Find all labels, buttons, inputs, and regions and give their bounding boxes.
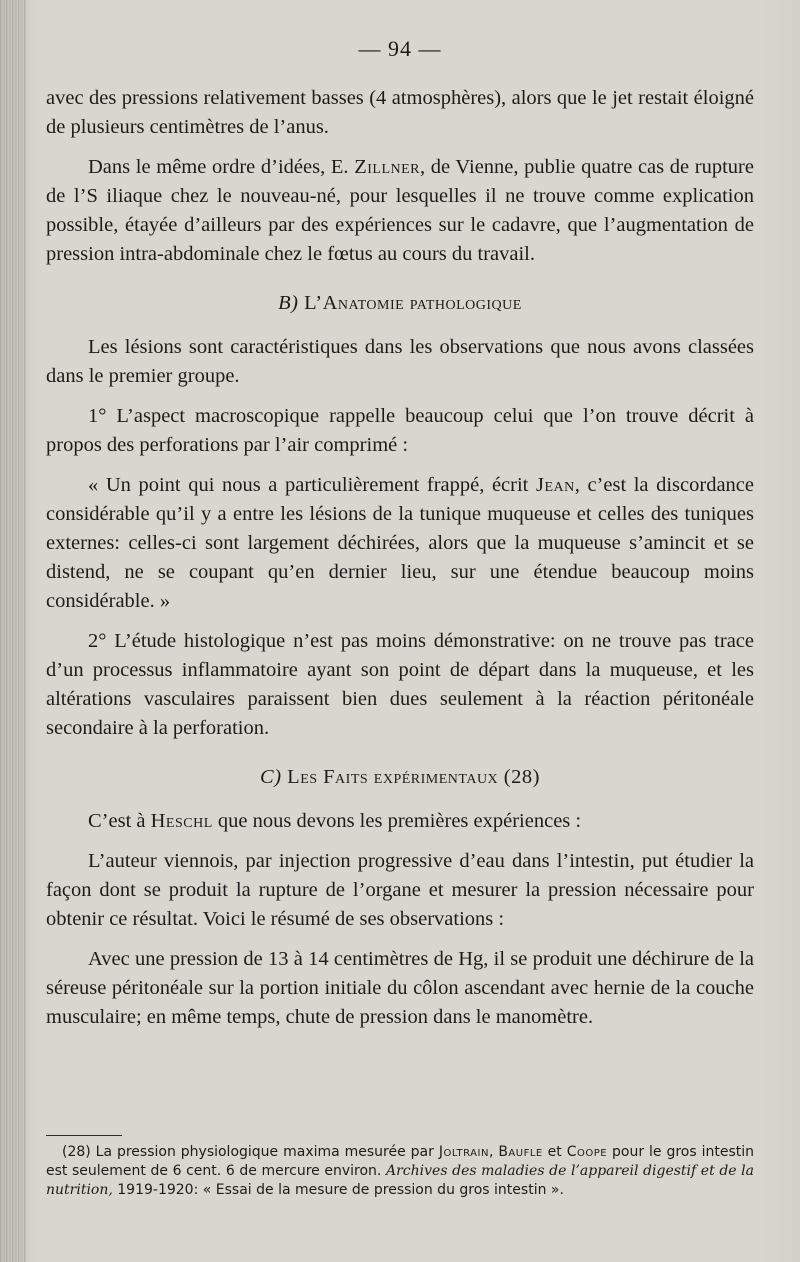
paragraph-8: L’auteur viennois, par injection progressive d’eau dans l’intestin, put étudier la façon dont se produit la rupture de l’organe et mesurer la pression nécessaire pour obtenir ce résultat. Voici le résumé de ses observations : xyxy=(46,850,754,930)
author-name-heschl: Heschl xyxy=(150,810,213,832)
footnote-text-4: pour le gros intestin est seulement de 6 cent. 6 de mercure environ. xyxy=(46,1144,754,1179)
quote-paragraph xyxy=(46,471,754,616)
footnote-text-2: , xyxy=(488,1144,499,1160)
paragraph-7-text-a: C’est à xyxy=(88,810,151,832)
footnote-28 xyxy=(46,1143,754,1200)
footnote-text-3: et xyxy=(542,1144,567,1160)
section-c-title: Les Faits expérimentaux (28) xyxy=(287,766,540,788)
paragraph-2-text-b: , de Vienne, publie quatre cas de rupture de l’S iliaque chez le nouveau-né, pour lesquelles il ne trouve comme explication possible, étayée d’ailleurs par des expériences sur le cadavre, que l’augmentation de pression intra-abdominale chez le fœtus au cours du travail. xyxy=(46,156,754,265)
paragraph-1: avec des pressions relativement basses (4 atmosphères), alors que le jet restait éloigné de plusieurs centimètres de l’anus. xyxy=(46,87,754,138)
paragraph-4: 1° L’aspect macroscopique rappelle beaucoup celui que l’on trouve décrit à propos des perforations par l’air comprimé : xyxy=(46,405,754,456)
section-b-letter: B) xyxy=(278,292,299,314)
author-name-zillner: Zillner xyxy=(354,156,420,178)
paragraph-7 xyxy=(46,807,754,836)
footnote-journal-title: Archives des maladies de l’appareil digestif et de la nutrition, xyxy=(46,1163,754,1198)
footnote-name-coope: Coope xyxy=(566,1144,608,1160)
footnote-name-baufle: Baufle xyxy=(498,1144,543,1160)
section-heading-c xyxy=(46,763,754,792)
paragraph-2-text-a: Dans le même ordre d’idées, E. xyxy=(88,156,355,178)
page-binding-edge xyxy=(0,0,26,1262)
footnote-name-joltrain: Joltrain xyxy=(438,1144,489,1160)
author-name-jean: Jean xyxy=(535,474,575,496)
paragraph-3: Les lésions sont caractéristiques dans les observations que nous avons classées dans le premier groupe. xyxy=(46,336,754,387)
section-heading-b xyxy=(46,289,754,318)
page-number: — 94 — xyxy=(358,36,442,61)
paragraph-7-text-b: que nous devons les premières expériences : xyxy=(212,810,582,832)
paragraph-6: 2° L’étude histologique n’est pas moins démonstrative: on ne trouve pas trace d’un processus inflammatoire ayant son point de départ dans la muqueuse, et les altérations vasculaires paraissent bien dues seulement à la réaction péritonéale secondaire à la perforation. xyxy=(46,630,754,739)
section-b-title: L’Anatomie pathologique xyxy=(304,292,522,314)
paragraph-2 xyxy=(46,153,754,269)
section-c-letter: C) xyxy=(260,766,282,788)
quote-text-a: « Un point qui nous a particulièrement frappé, écrit xyxy=(88,474,536,496)
paragraph-9: Avec une pression de 13 à 14 centimètres de Hg, il se produit une déchirure de la séreuse péritonéale sur la portion initiale du côlon ascendant avec hernie de la couche musculaire; en même temps, chute de pression dans le manomètre. xyxy=(46,948,754,1028)
footnote-text-5: 1919-1920: « Essai de la mesure de pression du gros intestin ». xyxy=(112,1182,564,1198)
footnote-divider xyxy=(46,1135,122,1136)
footnote-text-1: (28) La pression physiologique maxima mesurée par xyxy=(62,1144,439,1160)
main-text xyxy=(46,84,754,1032)
quote-text-b: , c’est la discordance considérable qu’il y a entre les lésions de la tunique muqueuse et celles des tuniques externes: celles-ci sont largement déchirées, alors que la muqueuse s’amincit et se distend, ne se coupant qu’en dernier lieu, sur une étendue beaucoup moins considérable. » xyxy=(46,474,755,612)
